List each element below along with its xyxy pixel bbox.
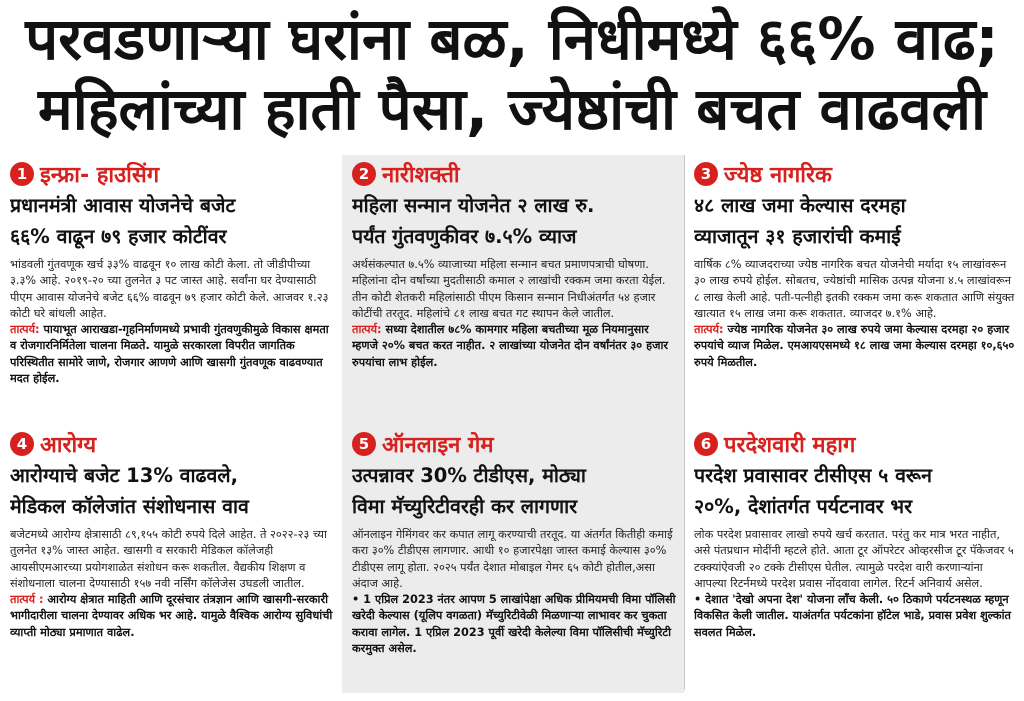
section-category: ज्येष्ठ नागरिक — [724, 163, 832, 188]
section-label — [10, 429, 334, 459]
tatparya-text: पायाभूत आराखडा-गृहनिर्माणमध्ये प्रभावी गुंतवणुकीमुळे विकास क्षमता व रोजगारनिर्मितेला चालना मिळते. यामुळे सरकारला विपरीत जागतिक परिस्थितीत सामोरे जाणे, रोजगार आणणे आणि खासगी गुंतवणूक वाढवण्यात मदत होईल. — [10, 323, 329, 386]
section-online-game — [352, 429, 676, 693]
section-subhead-line-1: ४८ लाख जमा केल्यास दरमहा — [694, 194, 906, 217]
section-subhead-line-2: व्याजातून ३१ हजारांची कमाई — [694, 225, 901, 248]
section-naarishakti — [352, 159, 676, 429]
section-subhead-line-1: महिला सन्मान योजनेत २ लाख रु. — [352, 194, 595, 217]
section-subhead-line-2: मेडिकल कॉलेजांत संशोधनास वाव — [10, 495, 249, 518]
section-note: • 1 एप्रिल 2023 नंतर आपण 5 लाखांपेक्षा अधिक प्रीमियमची विमा पॉलिसी खरेदी केल्यास (यूलिप वगळता) मॅच्युरिटीवेळी मिळणाऱ्या लाभावर कर चुकता करावा लागेल. 1 एप्रिल 2023 पूर्वी खरेदी केलेल्या विमा पॉलिसीची मॅच्युरिटी करमुक्त असेल. — [352, 593, 676, 656]
tatparya-label: तात्पर्य: — [10, 323, 40, 337]
section-body: ऑनलाइन गेमिंगवर कर कपात लागू करण्याची तरतूद. या अंतर्गत कितीही कमाई करा ३०% टीडीएस लागणार. आधी १० हजारपेक्षा जास्त कमाई केल्यास ३०% टीडीएस लागू होता. २०२५ पर्यंत देशात मोबाइल गेमर ६५ कोटी होतील,असा अंदाज आहे. — [352, 528, 673, 590]
section-tatparya — [10, 322, 334, 387]
section-body: भांडवली गुंतवणूक खर्च ३३% वाढवून १० लाख कोटी केला. तो जीडीपीच्या ३.३% आहे. २०१९-२० च्या तुलनेत ३ पट जास्त आहे. सर्वांना घर देण्यासाठी पीएम आवास योजनेचे बजेट ६६% वाढवून ७९ हजार कोटी केले. आजवर १.२३ कोटी घरे बांधली आहेत. — [10, 258, 329, 320]
section-number-badge: 3 — [694, 162, 718, 186]
section-number-badge: 6 — [694, 432, 718, 456]
section-label — [352, 159, 676, 189]
section-tatparya — [10, 592, 334, 641]
section-category: इन्फ्रा- हाउसिंग — [40, 163, 160, 188]
section-note: • देशात 'देखो अपना देश' योजना लाँच केली. ५० ठिकाणे पर्यटनस्थळ म्हणून विकसित केली जातील. याअंतर्गत पर्यटकांना हॉटेल भाडे, प्रवास प्रवेश शुल्कांत सवलत मिळेल. — [694, 593, 1011, 639]
section-tatparya — [352, 322, 676, 371]
headline-line-2: महिलांच्या हाती पैसा, ज्येष्ठांची बचत वाढवली — [38, 75, 986, 143]
column-right — [684, 155, 1024, 693]
section-subhead-line-1: उत्पन्नावर 30% टीडीएस, मोठ्या — [352, 464, 586, 487]
section-number-badge: 2 — [352, 162, 376, 186]
section-category: आरोग्य — [40, 433, 97, 458]
section-infra-housing — [10, 159, 334, 429]
section-number-badge: 1 — [10, 162, 34, 186]
tatparya-label: तात्पर्य: — [352, 323, 382, 337]
section-subhead-line-2: विमा मॅच्युरिटीवरही कर लागणार — [352, 495, 578, 518]
tatparya-text: ज्येष्ठ नागरिक योजनेत ३० लाख रुपये जमा केल्यास दरमहा २० हजार रुपयांचे व्याज मिळेल. एमआयएसमध्ये १८ लाख जमा केल्यास दरमहा १०,६५० रुपये मिळतील. — [694, 323, 1015, 369]
section-label — [10, 159, 334, 189]
tatparya-text: आरोग्य क्षेत्रात माहिती आणि दूरसंचार तंत्रज्ञान आणि खासगी-सरकारी भागीदारीला चालना देण्यावर अधिक भर आहे. यामुळे वैश्विक आरोग्य सुविधांची व्याप्ती मोठ्या प्रमाणात वाढेल. — [10, 593, 333, 639]
section-subhead-line-1: परदेश प्रवासावर टीसीएस ५ वरून — [694, 464, 932, 487]
section-label — [352, 429, 676, 459]
section-number-badge: 5 — [352, 432, 376, 456]
tatparya-text: सध्या देशातील ७८% कामगार महिला बचतीच्या मूळ नियमानुसार म्हणजे २०% बचत करत नाहीत. २ लाखांच्या योजनेत दोन वर्षांनंतर ३० हजार रुपयांचा लाभ होईल. — [352, 323, 669, 369]
section-body: अर्थसंकल्पात ७.५% व्याजाच्या महिला सन्मान बचत प्रमाणपत्राची घोषणा. महिलांना दोन वर्षांच्या मुदतीसाठी कमाल २ लाखांची रक्कम जमा करता येईल. तीन कोटी शेतकरी महिलांसाठी पीएम किसान सन्मान निधीअंतर्गत ५४ हजार कोटींची तरतूद. महिलांचे ८१ लाख बचत गट स्थापन केले जातील. — [352, 258, 666, 320]
section-subhead-line-1: प्रधानमंत्री आवास योजनेचे बजेट — [10, 194, 236, 217]
section-body: लोक परदेश प्रवासावर लाखो रुपये खर्च करतात. परंतु कर मात्र भरत नाहीत, असे पंतप्रधान मोदींनी म्हटले होते. आता टूर ऑपरेटर ओव्हरसीज टूर पॅकेजवर ५ टक्क्यांऐवजी २० टक्के टीसीएस घेतील. त्यामुळे परदेश वारी करणाऱ्यांना आपल्या रिटर्नमध्ये परदेश प्रवास नोंदवावा लागेल. रिटर्न अनिवार्य असेल. — [694, 528, 1014, 590]
section-health — [10, 429, 334, 693]
section-foreign-travel — [694, 429, 1016, 693]
section-number-badge: 4 — [10, 432, 34, 456]
column-middle — [342, 155, 684, 693]
section-subhead-line-2: पर्यंत गुंतवणुकीवर ७.५% व्याज — [352, 225, 577, 248]
section-subhead-line-2: ६६% वाढून ७९ हजार कोटींवर — [10, 225, 227, 248]
section-label — [694, 429, 1016, 459]
section-body: वार्षिक ८% व्याजदराच्या ज्येष्ठ नागरिक बचत योजनेची मर्यादा १५ लाखांवरून ३० लाख रुपये होईल. सोबतच, ज्येष्ठांची मासिक उत्पन्न योजना ४.५ लाखांवरून ८ लाख केली आहे. पती-पत्नीही इतकी रक्कम जमा करू शकतात आणि संयुक्त खात्यात १५ लाख जमा करू शकतात. व्याजदर ७.१% आहे. — [694, 258, 1015, 320]
tatparya-label: तात्पर्य: — [694, 323, 724, 337]
section-category: नारीशक्ती — [382, 163, 460, 188]
section-category: ऑनलाइन गेम — [382, 433, 494, 458]
headline-line-1: परवडणाऱ्या घरांना बळ, निधीमध्ये ६६% वाढ; — [25, 5, 999, 73]
column-left — [0, 155, 342, 693]
section-category: परदेशवारी महाग — [724, 433, 856, 458]
section-label — [694, 159, 1016, 189]
section-body: बजेटमध्ये आरोग्य क्षेत्रासाठी ८९,१५५ कोटी रुपये दिले आहेत. ते २०२२-२३ च्या तुलनेत १३% जास्त आहेत. खासगी व सरकारी मेडिकल कॉलेजही आयसीएमआरच्या प्रयोगशाळेत संशोधन करू शकतील. वैद्यकीय शिक्षण व संशोधनाला चालना देण्यासाठी १५७ नवी नर्सिंग कॉलेजेस उघडली जातील. — [10, 528, 327, 590]
section-subhead-line-2: २०%, देशांतर्गत पर्यटनावर भर — [694, 495, 913, 518]
tatparya-label: तात्पर्य : — [10, 593, 44, 607]
section-senior-citizen — [694, 159, 1016, 429]
section-tatparya — [694, 322, 1016, 371]
section-subhead-line-1: आरोग्याचे बजेट 13% वाढवले, — [10, 464, 238, 487]
